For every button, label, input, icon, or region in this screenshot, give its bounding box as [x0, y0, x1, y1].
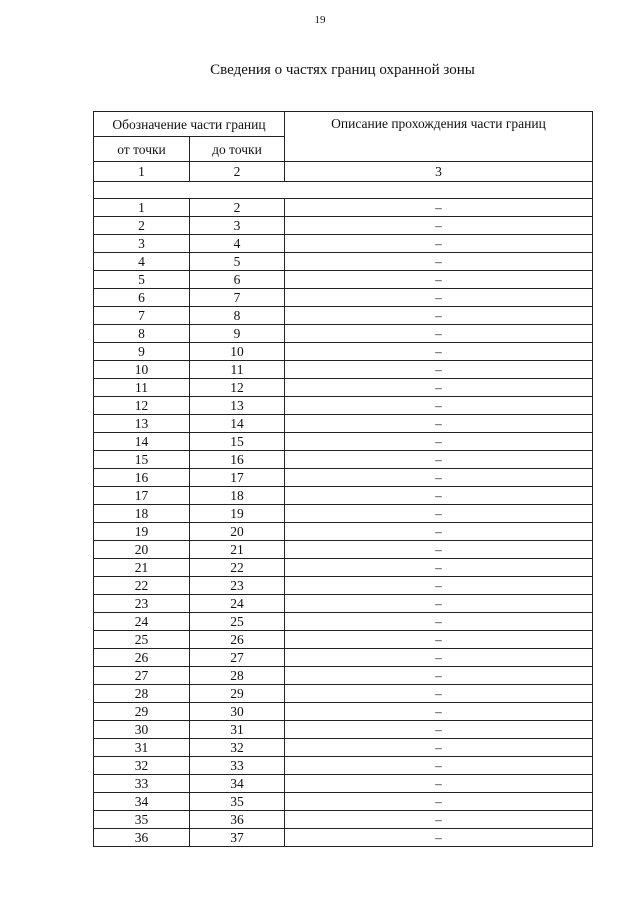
to-point-cell: 12 — [190, 379, 285, 397]
from-point-cell: 27 — [94, 667, 190, 685]
from-point-cell: 8 — [94, 325, 190, 343]
page-number: 19 — [314, 14, 326, 26]
to-point-cell: 13 — [190, 397, 285, 415]
from-point-cell: 17 — [94, 487, 190, 505]
description-cell: – — [285, 523, 593, 541]
table-row — [94, 559, 593, 577]
column-number-2: 2 — [190, 162, 285, 182]
description-cell: – — [285, 775, 593, 793]
from-point-cell: 20 — [94, 541, 190, 559]
description-cell: – — [285, 811, 593, 829]
from-point-cell: 33 — [94, 775, 190, 793]
table-row — [94, 595, 593, 613]
to-point-cell: 6 — [190, 271, 285, 289]
to-point-cell: 24 — [190, 595, 285, 613]
description-cell: – — [285, 199, 593, 217]
description-cell: – — [285, 469, 593, 487]
from-point-cell: 1 — [94, 199, 190, 217]
table-row — [94, 541, 593, 559]
header-to-point: до точки — [190, 137, 285, 162]
table-row — [94, 721, 593, 739]
table-row — [94, 415, 593, 433]
to-point-cell: 3 — [190, 217, 285, 235]
header-from-point: от точки — [94, 137, 190, 162]
to-point-cell: 15 — [190, 433, 285, 451]
from-point-cell: 10 — [94, 361, 190, 379]
to-point-cell: 35 — [190, 793, 285, 811]
table-row — [94, 523, 593, 541]
table-row — [94, 289, 593, 307]
column-number-row — [94, 162, 593, 182]
table-row — [94, 811, 593, 829]
table-row — [94, 217, 593, 235]
table-row — [94, 613, 593, 631]
from-point-cell: 26 — [94, 649, 190, 667]
from-point-cell: 30 — [94, 721, 190, 739]
description-cell: – — [285, 631, 593, 649]
to-point-cell: 14 — [190, 415, 285, 433]
table-row — [94, 775, 593, 793]
to-point-cell: 34 — [190, 775, 285, 793]
table-row — [94, 739, 593, 757]
description-cell: – — [285, 505, 593, 523]
table-row — [94, 793, 593, 811]
to-point-cell: 7 — [190, 289, 285, 307]
description-cell: – — [285, 361, 593, 379]
table-row — [94, 577, 593, 595]
to-point-cell: 4 — [190, 235, 285, 253]
table-row — [94, 667, 593, 685]
table-row — [94, 325, 593, 343]
table-row — [94, 757, 593, 775]
to-point-cell: 25 — [190, 613, 285, 631]
from-point-cell: 6 — [94, 289, 190, 307]
description-cell: – — [285, 433, 593, 451]
from-point-cell: 36 — [94, 829, 190, 847]
description-cell: – — [285, 271, 593, 289]
description-cell: – — [285, 253, 593, 271]
description-cell: – — [285, 667, 593, 685]
description-cell: – — [285, 415, 593, 433]
table-row — [94, 487, 593, 505]
header-row-group — [94, 112, 593, 137]
from-point-cell: 22 — [94, 577, 190, 595]
column-number-3: 3 — [285, 162, 593, 182]
to-point-cell: 31 — [190, 721, 285, 739]
from-point-cell: 3 — [94, 235, 190, 253]
description-cell: – — [285, 289, 593, 307]
from-point-cell: 19 — [94, 523, 190, 541]
document-title: Сведения о частях границ охранной зоны — [210, 62, 475, 78]
to-point-cell: 5 — [190, 253, 285, 271]
to-point-cell: 22 — [190, 559, 285, 577]
to-point-cell: 33 — [190, 757, 285, 775]
blank-section-cell — [94, 182, 593, 199]
from-point-cell: 4 — [94, 253, 190, 271]
from-point-cell: 25 — [94, 631, 190, 649]
description-cell: – — [285, 613, 593, 631]
description-cell: – — [285, 343, 593, 361]
to-point-cell: 19 — [190, 505, 285, 523]
to-point-cell: 16 — [190, 451, 285, 469]
table-row — [94, 199, 593, 217]
table-row — [94, 271, 593, 289]
from-point-cell: 9 — [94, 343, 190, 361]
table-body — [94, 112, 593, 847]
table-row — [94, 685, 593, 703]
to-point-cell: 10 — [190, 343, 285, 361]
from-point-cell: 18 — [94, 505, 190, 523]
description-cell: – — [285, 397, 593, 415]
to-point-cell: 21 — [190, 541, 285, 559]
description-cell: – — [285, 451, 593, 469]
from-point-cell: 34 — [94, 793, 190, 811]
description-cell: – — [285, 721, 593, 739]
from-point-cell: 24 — [94, 613, 190, 631]
to-point-cell: 11 — [190, 361, 285, 379]
from-point-cell: 14 — [94, 433, 190, 451]
description-cell: – — [285, 487, 593, 505]
from-point-cell: 7 — [94, 307, 190, 325]
header-boundary-designation: Обозначение части границ — [94, 112, 285, 137]
description-cell: – — [285, 685, 593, 703]
column-number-1: 1 — [94, 162, 190, 182]
table-row — [94, 235, 593, 253]
from-point-cell: 21 — [94, 559, 190, 577]
to-point-cell: 26 — [190, 631, 285, 649]
header-description: Описание прохождения части границ — [285, 112, 593, 162]
table-row — [94, 433, 593, 451]
table-row — [94, 649, 593, 667]
to-point-cell: 32 — [190, 739, 285, 757]
description-cell: – — [285, 217, 593, 235]
description-cell: – — [285, 379, 593, 397]
from-point-cell: 28 — [94, 685, 190, 703]
to-point-cell: 9 — [190, 325, 285, 343]
table-row — [94, 505, 593, 523]
boundary-parts-table — [93, 111, 593, 847]
description-cell: – — [285, 577, 593, 595]
to-point-cell: 20 — [190, 523, 285, 541]
description-cell: – — [285, 829, 593, 847]
description-cell: – — [285, 559, 593, 577]
description-cell: – — [285, 595, 593, 613]
to-point-cell: 2 — [190, 199, 285, 217]
to-point-cell: 8 — [190, 307, 285, 325]
from-point-cell: 35 — [94, 811, 190, 829]
description-cell: – — [285, 739, 593, 757]
to-point-cell: 30 — [190, 703, 285, 721]
to-point-cell: 36 — [190, 811, 285, 829]
from-point-cell: 16 — [94, 469, 190, 487]
description-cell: – — [285, 793, 593, 811]
from-point-cell: 23 — [94, 595, 190, 613]
to-point-cell: 27 — [190, 649, 285, 667]
from-point-cell: 11 — [94, 379, 190, 397]
table-row — [94, 253, 593, 271]
table-row — [94, 631, 593, 649]
table-row — [94, 397, 593, 415]
blank-section-row — [94, 182, 593, 199]
to-point-cell: 17 — [190, 469, 285, 487]
to-point-cell: 37 — [190, 829, 285, 847]
table-row — [94, 343, 593, 361]
from-point-cell: 5 — [94, 271, 190, 289]
from-point-cell: 2 — [94, 217, 190, 235]
from-point-cell: 31 — [94, 739, 190, 757]
from-point-cell: 32 — [94, 757, 190, 775]
table-row — [94, 451, 593, 469]
description-cell: – — [285, 235, 593, 253]
table-row — [94, 703, 593, 721]
table-row — [94, 361, 593, 379]
table-row — [94, 829, 593, 847]
from-point-cell: 15 — [94, 451, 190, 469]
description-cell: – — [285, 325, 593, 343]
to-point-cell: 23 — [190, 577, 285, 595]
from-point-cell: 13 — [94, 415, 190, 433]
to-point-cell: 29 — [190, 685, 285, 703]
description-cell: – — [285, 757, 593, 775]
description-cell: – — [285, 703, 593, 721]
from-point-cell: 29 — [94, 703, 190, 721]
description-cell: – — [285, 649, 593, 667]
description-cell: – — [285, 541, 593, 559]
table-row — [94, 307, 593, 325]
from-point-cell: 12 — [94, 397, 190, 415]
table-row — [94, 379, 593, 397]
to-point-cell: 18 — [190, 487, 285, 505]
to-point-cell: 28 — [190, 667, 285, 685]
table-row — [94, 469, 593, 487]
description-cell: – — [285, 307, 593, 325]
